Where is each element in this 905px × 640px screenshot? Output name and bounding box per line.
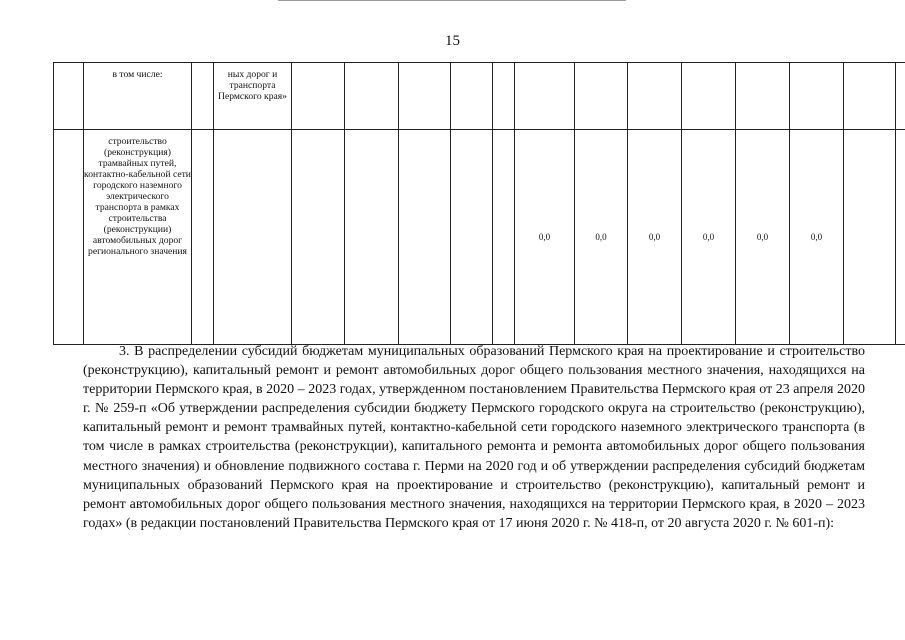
row-name-cell: в том числе: xyxy=(84,63,192,130)
amendment-paragraph xyxy=(83,342,865,533)
table-cell xyxy=(896,63,905,130)
source-cell: ных дорог и транспорта Пермского края» xyxy=(214,63,292,130)
table-row xyxy=(54,63,905,130)
row-name-cell: строительство (реконструкция) трамвайных путей, контактно-кабельной сети городского наземного электрического транспорта в рамках строительства (реконструкции) автомобильных дорог регионального значения xyxy=(84,130,192,345)
page-number: 15 xyxy=(445,33,460,49)
value-cell: 0,0 xyxy=(682,130,736,345)
table-cell xyxy=(54,130,84,345)
table-cell xyxy=(736,63,790,130)
value-cell: 0,0 xyxy=(736,130,790,345)
budget-table xyxy=(53,62,905,345)
table-cell xyxy=(345,130,399,345)
table-cell xyxy=(493,63,515,130)
table-cell xyxy=(192,130,214,345)
table-cell xyxy=(844,63,896,130)
table-cell xyxy=(214,130,292,345)
table-cell xyxy=(292,130,345,345)
table-row xyxy=(54,130,905,345)
table-cell xyxy=(451,63,493,130)
table-cell xyxy=(399,63,451,130)
value-cell: 0,0 xyxy=(790,130,844,345)
table-cell xyxy=(292,63,345,130)
table-cell xyxy=(844,130,896,345)
paragraph-text: 3. В распределении субсидий бюджетам муниципальных образований Пермского края на проектирование и строительство (реконструкцию), капитальный ремонт и ремонт автомобильных дорог общего пользования местного значения, находящихся на территории Пермского края, в 2020 – 2023 годах, утвержденном постановлением Правительства Пермского края от 23 апреля 2020 г. № 259-п «Об утверждении распределения субсидии бюджету Пермского городского округа на строительство (реконструкцию), капитальный ремонт и ремонт трамвайных путей, контактно-кабельной сети городского наземного электрического транспорта (в том числе в рамках строительства (реконструкции), капитального ремонта и ремонта автомобильных дорог общего пользования местного значения) и обновление подвижного состава г. Перми на 2020 год и об утверждении распределения субсидий бюджетам муниципальных образований Пермского края на проектирование и строительство (реконструкцию), капитальный ремонт и ремонт автомобильных дорог общего пользования местного значения, находящихся на территории Пермского края, в 2020 – 2023 годах» (в редакции постановлений Правительства Пермского края от 17 июня 2020 г. № 418-п, от 20 августа 2020 г. № 601-п): xyxy=(83,344,865,531)
table-cell xyxy=(399,130,451,345)
value-cell: 0,0 xyxy=(515,130,575,345)
value-cell: 0,0 xyxy=(628,130,682,345)
value-cell: 0,0 xyxy=(575,130,628,345)
table-cell xyxy=(515,63,575,130)
table-cell xyxy=(451,130,493,345)
table-cell xyxy=(628,63,682,130)
table-cell xyxy=(682,63,736,130)
table-cell xyxy=(54,63,84,130)
table-cell xyxy=(575,63,628,130)
top-rule xyxy=(278,0,626,1)
table-cell xyxy=(345,63,399,130)
table-cell xyxy=(790,63,844,130)
table-cell xyxy=(896,130,905,345)
table-cell xyxy=(192,63,214,130)
table-cell xyxy=(493,130,515,345)
